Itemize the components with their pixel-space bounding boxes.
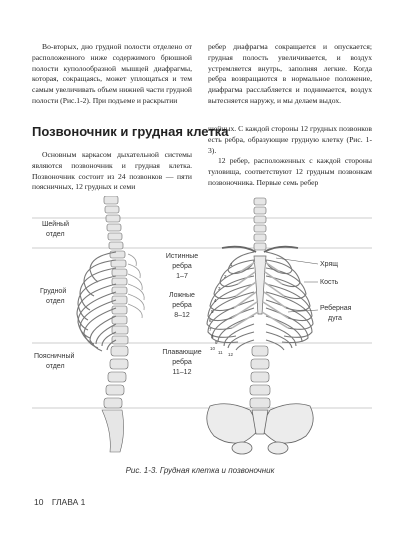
- label-false-ribs-2: ребра: [172, 302, 192, 309]
- label-true-ribs: Истинные: [165, 253, 199, 260]
- label-lumbar-2: отдел: [46, 363, 65, 370]
- text-column-top-right: [208, 42, 372, 107]
- label-false-ribs-3: 8–12: [174, 312, 190, 319]
- svg-text:9: 9: [215, 340, 218, 345]
- svg-text:4: 4: [214, 298, 217, 303]
- svg-text:12: 12: [228, 352, 234, 357]
- text-column-bottom-right: [208, 124, 372, 189]
- leader-line: [276, 258, 318, 264]
- figure-caption: Рис. 1-3. Грудная клетка и позвоночник: [125, 466, 275, 475]
- text-column-top-left: [32, 42, 192, 107]
- label-floating-ribs-3: 11–12: [172, 369, 192, 376]
- pelvis: [207, 404, 313, 454]
- label-thoracic: Грудной: [40, 288, 67, 295]
- label-costal-arch: Реберная: [320, 305, 352, 312]
- svg-text:5: 5: [211, 309, 214, 314]
- svg-text:10: 10: [210, 346, 216, 351]
- text-column-bottom-left: [32, 150, 192, 193]
- spine-front-lumbar: [250, 346, 270, 408]
- spine-front-cervical: [254, 198, 266, 250]
- label-floating-ribs: Плавающие: [162, 349, 202, 356]
- page-number: 10: [34, 497, 44, 507]
- label-cervical-2: отдел: [46, 231, 65, 238]
- paragraph: ребер диафрагма сокращается и опускается; грудная полость увеличивается, и воздух устремляется внутрь, заполняя легкие. Когда ребра возвращаются в нормальное положение, диафрагма расслабляется и поднимается, воздух вытесняется наружу, и мы делаем выдох.: [208, 42, 372, 105]
- label-true-ribs-3: 1–7: [176, 273, 188, 280]
- label-cartilage: Хрящ: [320, 261, 339, 268]
- paragraph: Во-вторых, дно грудной полости отделено от расположенного ниже содержимого брюшной полости куполообразной мышцей диафрагмы, которая, сокращаясь, может уплощаться и тем самым увеличивать объем нижней части грудной полости (Рис.1-2). При подъеме и раскрытии: [32, 42, 192, 105]
- chapter-label: ГЛАВА 1: [51, 497, 86, 507]
- ribcage-side-view: [77, 252, 116, 351]
- label-bone: Кость: [320, 279, 339, 286]
- page-footer: [34, 497, 91, 507]
- label-costal-arch-2: дуга: [328, 315, 342, 322]
- svg-text:8: 8: [211, 334, 214, 339]
- svg-text:6: 6: [209, 318, 212, 323]
- section-heading: Позвоночник и грудная клетка: [32, 124, 229, 139]
- sternum: [254, 256, 266, 314]
- paragraph: шейных. С каждой стороны 12 грудных позвонков есть ребра, образующие грудную клетку (Рис. 1-3).: [208, 124, 372, 155]
- label-true-ribs-2: ребра: [172, 263, 192, 270]
- label-thoracic-2: отдел: [46, 298, 65, 305]
- label-false-ribs: Ложные: [169, 292, 195, 299]
- paragraph: 12 ребер, расположенных с каждой стороны туловища, соответствуют 12 грудным позвонкам позвоночника. Первые семь ребер: [208, 156, 372, 187]
- svg-text:3: 3: [218, 286, 221, 291]
- label-cervical: Шейный: [42, 221, 70, 228]
- label-lumbar: Поясничный: [34, 353, 75, 360]
- svg-text:1: 1: [230, 262, 233, 267]
- paragraph: Основным каркасом дыхательной системы являются позвоночник и грудная клетка. Позвоночник состоит из 24 позвонков — пяти поясничных, 12 грудных и семи: [32, 150, 192, 192]
- svg-text:11: 11: [218, 350, 223, 355]
- svg-text:2: 2: [224, 274, 227, 279]
- svg-text:7: 7: [209, 327, 212, 332]
- spine-ribcage-illustration: [32, 196, 372, 458]
- ribcage-side-back: [128, 254, 144, 318]
- label-floating-ribs-2: ребра: [172, 359, 192, 366]
